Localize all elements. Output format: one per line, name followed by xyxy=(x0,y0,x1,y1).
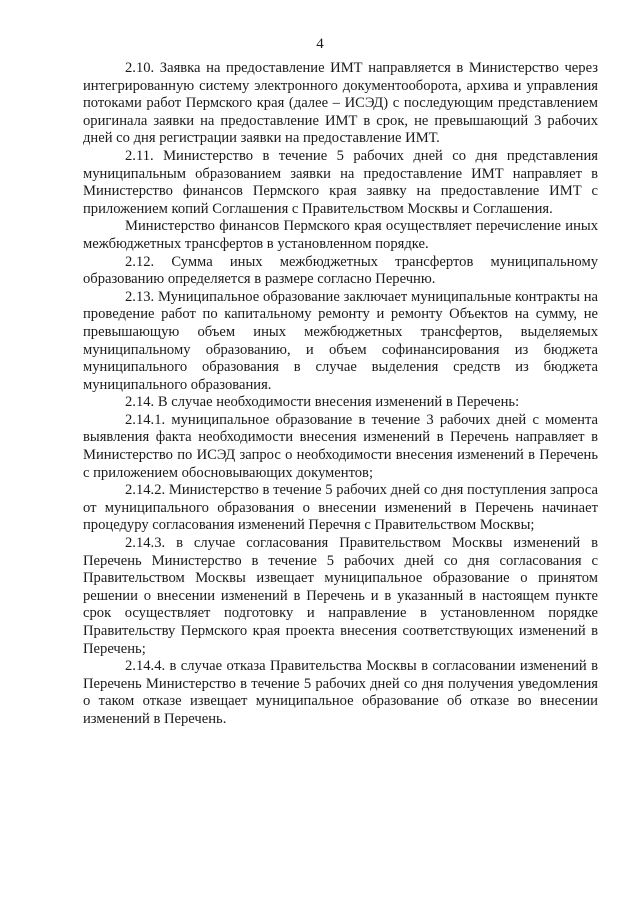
paragraph-2-12: 2.12. Сумма иных межбюджетных трансфертов муниципальному образованию определяется в размере согласно Перечню. xyxy=(83,253,598,288)
document-body xyxy=(83,60,598,729)
paragraph-2-11-transfer: Министерство финансов Пермского края осуществляет перечисление иных межбюджетных трансфертов в установленном порядке. xyxy=(83,218,598,252)
paragraph-2-13: 2.13. Муниципальное образование заключает муниципальные контракты на проведение работ по капитальному ремонту и ремонту Объектов на сумму, не превышающую объем иных межбюджетных трансфертов, выделяемых муниципальному образованию, и объем софинансирования из бюджета муниципального образования в случае выделения средств из бюджета муниципального образования. xyxy=(83,288,598,393)
paragraph-2-11: 2.11. Министерство в течение 5 рабочих дней со дня представления муниципальным образованием заявки на предоставление ИМТ направляет в Министерство финансов Пермского края заявку на предоставление ИМТ с приложением копий Соглашения с Правительством Москвы и Соглашения. xyxy=(83,147,598,217)
paragraph-2-14-4: 2.14.4. в случае отказа Правительства Москвы в согласовании изменений в Перечень Министерство в течение 5 рабочих дней со дня получения уведомления о таком отказе извещает муниципальное образование об отказе во внесении изменений в Перечень. xyxy=(83,658,598,727)
paragraph-2-14-1: 2.14.1. муниципальное образование в течение 3 рабочих дней с момента выявления факта необходимости внесения изменений в Перечень направляет в Министерство по ИСЭД запрос о необходимости внесения изменений в Перечень с приложением обосновывающих документов; xyxy=(83,411,598,481)
page-number: 4 xyxy=(316,36,324,52)
paragraph-2-14: 2.14. В случае необходимости внесения изменений в Перечень: xyxy=(125,394,520,411)
paragraph-2-14-3: 2.14.3. в случае согласования Правительством Москвы изменений в Перечень Министерство в течение 5 рабочих дней со дня согласования с Правительством Москвы извещает муниципальное образование о принятом решении о внесении изменений в Перечень и в указанный в настоящем пункте срок осуществляет подготовку и направление в установленном порядке Правительству Пермского края проекта внесения соответствующих изменений в Перечень; xyxy=(83,535,598,657)
paragraph-2-14-2: 2.14.2. Министерство в течение 5 рабочих дней со дня поступления запроса от муниципального образования о внесении изменений в Перечень начинает процедуру согласования изменений Перечня с Правительством Москвы; xyxy=(83,482,598,534)
paragraph-2-10: 2.10. Заявка на предоставление ИМТ направляется в Министерство через интегрированную систему электронного документооборота, архива и управления потоками работ Пермского края (далее – ИСЭД) с последующим представлением оригинала заявки на предоставление ИМТ в срок, не превышающий 3 рабочих дней со дня регистрации заявки на предоставление ИМТ. xyxy=(83,60,598,147)
